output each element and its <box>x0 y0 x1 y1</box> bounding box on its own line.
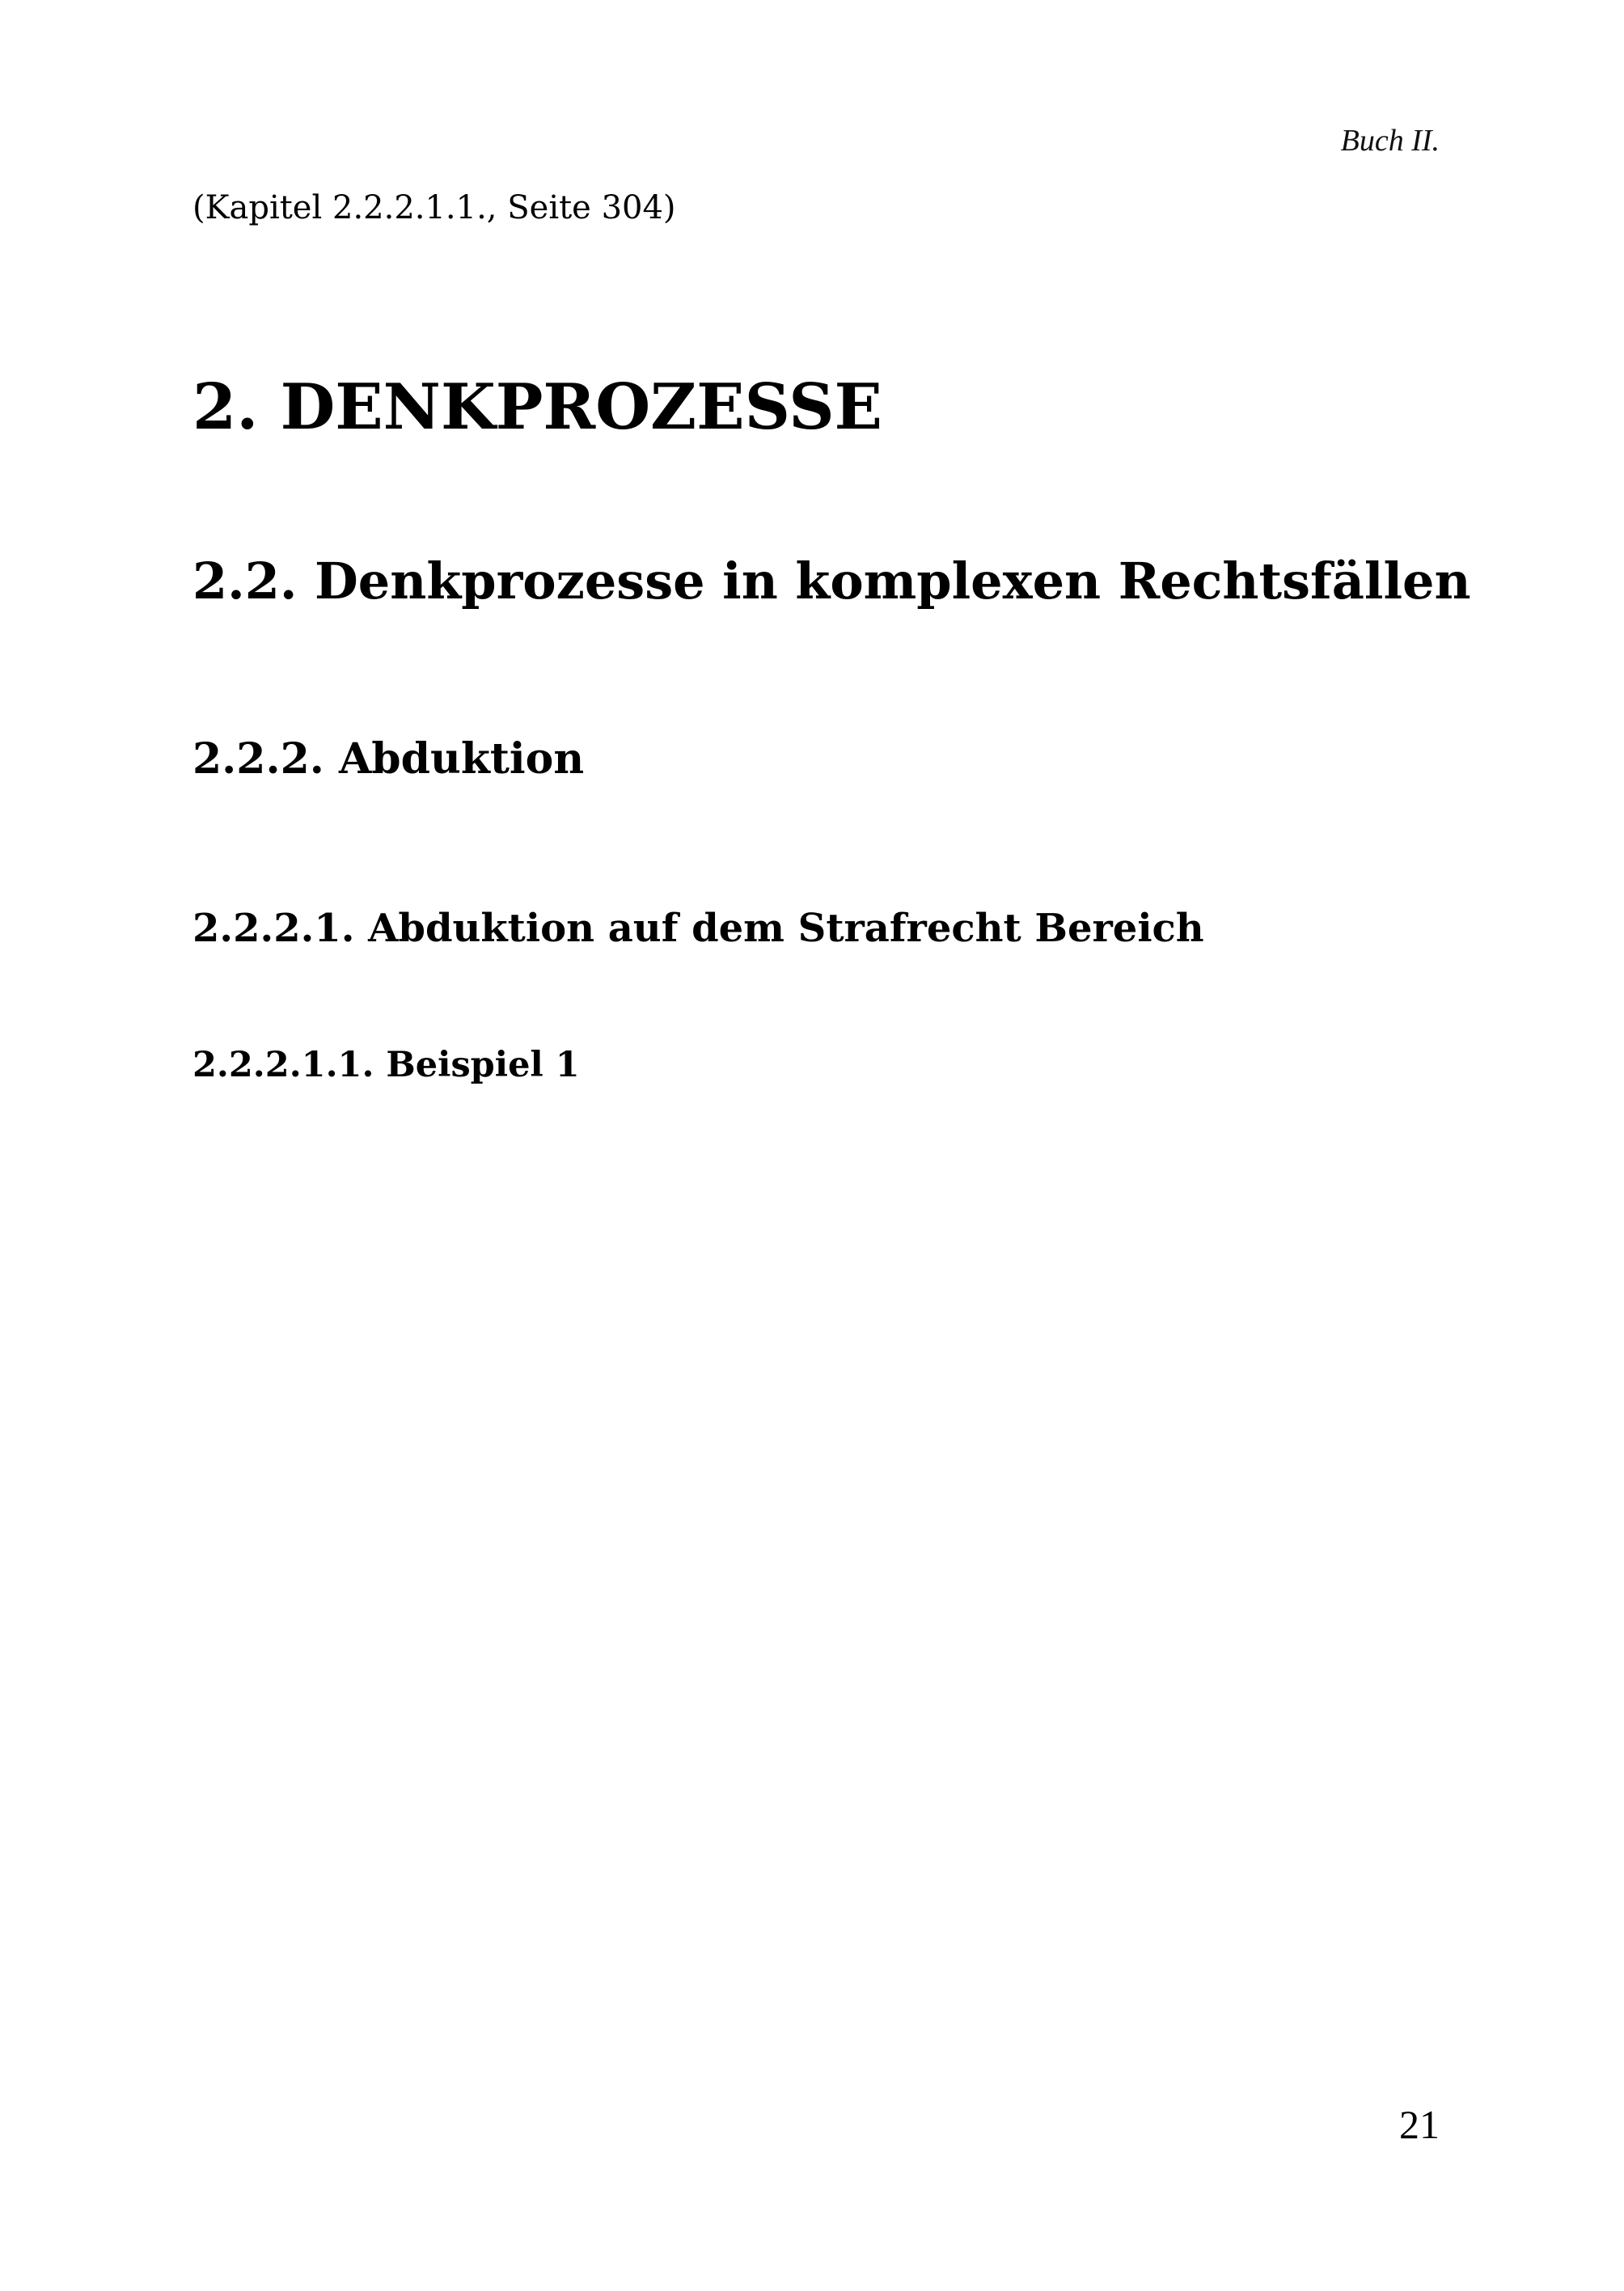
running-header: Buch II. <box>1340 124 1440 158</box>
page-number: 21 <box>1399 2102 1440 2147</box>
paragraph-heading: 2.2.2.1.1. Beispiel 1 <box>192 1045 580 1085</box>
chapter-reference: (Kapitel 2.2.2.1.1., Seite 304) <box>192 189 676 226</box>
section-heading: 2.2. Denkprozesse in komplexen Rechtsfällen <box>192 552 1471 611</box>
subsection-heading: 2.2.2. Abduktion <box>192 734 585 784</box>
chapter-heading: 2. DENKPROZESSE <box>192 370 882 444</box>
subsubsection-heading: 2.2.2.1. Abduktion auf dem Strafrecht Bereich <box>192 906 1204 951</box>
